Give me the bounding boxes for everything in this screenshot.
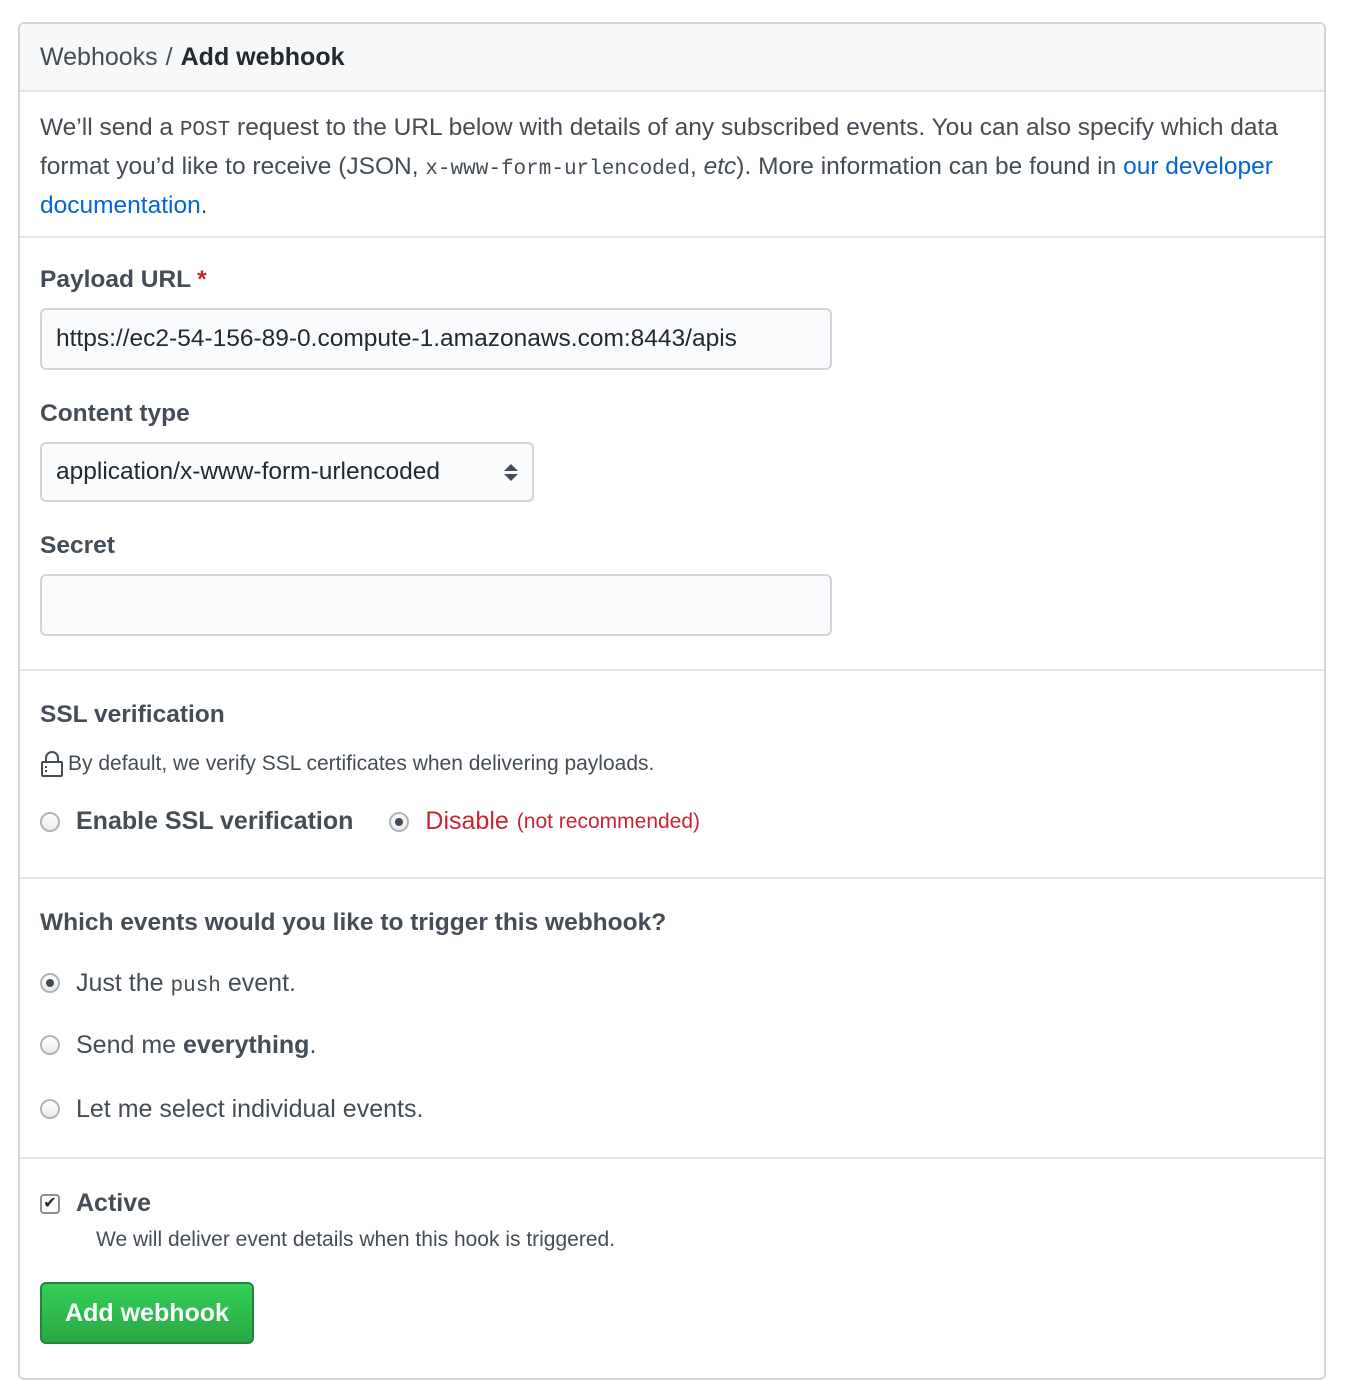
- everything-bold: everything: [183, 1030, 310, 1059]
- payload-url-label-text: Payload URL: [40, 266, 192, 293]
- breadcrumb-webhooks-link[interactable]: Webhooks: [40, 42, 158, 71]
- payload-url-input[interactable]: https://ec2-54-156-89-0.compute-1.amazonaws.com:8443/apis: [40, 308, 832, 370]
- ssl-hint: [40, 751, 1304, 777]
- ssl-section: [20, 671, 1324, 879]
- active-section: [20, 1159, 1324, 1380]
- content-type-value: application/x-www-form-urlencoded: [56, 458, 440, 485]
- ssl-hint-text: By default, we verify SSL certificates when delivering payloads.: [68, 752, 655, 775]
- intro-part-1: We’ll send a: [40, 114, 180, 141]
- secret-input[interactable]: [40, 574, 832, 636]
- webhook-form-panel: [18, 22, 1326, 1380]
- required-mark: *: [197, 266, 207, 293]
- active-checkbox[interactable]: ✔: [40, 1194, 60, 1214]
- active-option[interactable]: [40, 1189, 1304, 1218]
- intro-part-2: request to the URL below with details of any subscribed events. You can also specify which data format you’d like to receive (JSON,: [40, 114, 1278, 180]
- intro-code-urlencoded: x-www-form-urlencoded: [425, 158, 690, 181]
- push-code: push: [170, 974, 221, 998]
- everything-radio[interactable]: [40, 1035, 60, 1055]
- active-note: We will deliver event details when this hook is triggered.: [96, 1228, 616, 1251]
- everything-label[interactable]: [76, 1031, 316, 1060]
- everything-prefix: Send me: [76, 1030, 184, 1059]
- not-recommended-note: (not recommended): [516, 809, 701, 833]
- ssl-title: SSL verification: [40, 701, 225, 728]
- breadcrumb: [20, 24, 1324, 92]
- add-webhook-button[interactable]: Add webhook: [40, 1282, 254, 1344]
- push-event-label[interactable]: [76, 969, 296, 998]
- intro-code-post: POST: [179, 119, 231, 142]
- push-event-radio[interactable]: [40, 973, 60, 993]
- event-option-everything[interactable]: [40, 1025, 1304, 1065]
- event-option-individual[interactable]: [40, 1089, 1304, 1129]
- payload-url-label: [40, 266, 1304, 294]
- events-question: Which events would you like to trigger this webhook?: [40, 909, 667, 936]
- enable-ssl-radio[interactable]: [40, 812, 60, 832]
- disable-ssl-radio[interactable]: [389, 812, 409, 832]
- enable-ssl-label[interactable]: Enable SSL verification: [76, 807, 354, 835]
- select-caret-icon: [504, 464, 518, 481]
- ssl-options: [40, 807, 1304, 836]
- disable-ssl-label[interactable]: Disable: [425, 807, 509, 835]
- intro-text: [20, 92, 1324, 238]
- push-prefix: Just the: [76, 968, 171, 997]
- webhook-settings-section: [20, 238, 1324, 671]
- secret-label: Secret: [40, 532, 115, 559]
- intro-etc: etc: [703, 153, 737, 180]
- push-suffix: event.: [220, 968, 296, 997]
- content-type-select[interactable]: [40, 442, 534, 502]
- lock-icon: [40, 751, 64, 777]
- content-type-label: Content type: [40, 400, 190, 427]
- breadcrumb-separator: /: [165, 42, 173, 71]
- intro-part-4: ). More information can be found in: [736, 153, 1124, 180]
- event-option-push[interactable]: [40, 963, 1304, 1003]
- developer-docs-link[interactable]: our developer documentation: [40, 153, 1273, 219]
- events-section: [20, 879, 1324, 1159]
- active-label[interactable]: Active: [76, 1189, 152, 1217]
- individual-events-radio[interactable]: [40, 1099, 60, 1119]
- page-title: Add webhook: [180, 42, 345, 71]
- individual-events-label[interactable]: Let me select individual events.: [76, 1094, 424, 1123]
- everything-suffix: .: [309, 1030, 317, 1059]
- intro-part-5: .: [200, 192, 208, 219]
- intro-part-3: ,: [689, 153, 704, 180]
